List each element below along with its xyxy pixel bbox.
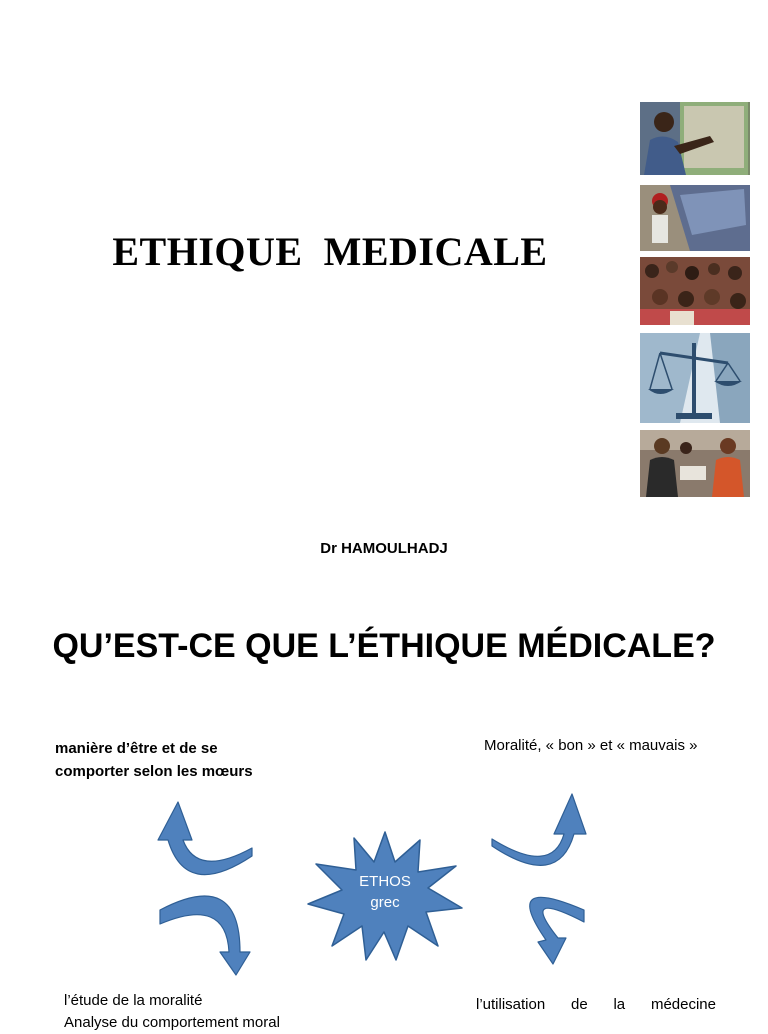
curved-up-arrow-icon (158, 802, 252, 875)
ethos-line: ETHOS (359, 873, 411, 890)
slide-title: QU’EST-CE QUE L’ÉTHIQUE MÉDICALE? (52, 627, 716, 665)
bottom-right-definition: l’utilisation de la médecine (476, 996, 716, 1013)
ethos-star-shape (304, 828, 466, 964)
man-at-blackboard-photo (640, 102, 750, 175)
definition-slide (0, 512, 768, 1031)
ethos-line: grec (370, 894, 400, 911)
definition-line: comporter selon les mœurs (55, 763, 253, 780)
bottom-left-definition (64, 990, 364, 1034)
curved-down-arrow-icon (530, 897, 584, 964)
definition-line: manière d’être et de se (55, 740, 218, 757)
curved-down-arrow-icon (160, 896, 250, 975)
author-name: Dr HAMOULHADJ (320, 540, 448, 557)
top-right-definition: Moralité, « bon » et « mauvais » (484, 737, 698, 754)
definition-line: Analyse du comportement moral (64, 1014, 280, 1031)
ethos-label (345, 871, 425, 913)
slide-title: ETHIQUE MEDICALE (112, 229, 548, 274)
scales-of-justice-image (640, 333, 750, 423)
child-by-banner-photo (640, 185, 750, 251)
crowd-of-people-photo (640, 257, 750, 325)
definition-line: l’étude de la moralité (64, 992, 203, 1009)
curved-up-arrow-icon (492, 794, 586, 865)
people-at-table-photo (640, 430, 750, 497)
